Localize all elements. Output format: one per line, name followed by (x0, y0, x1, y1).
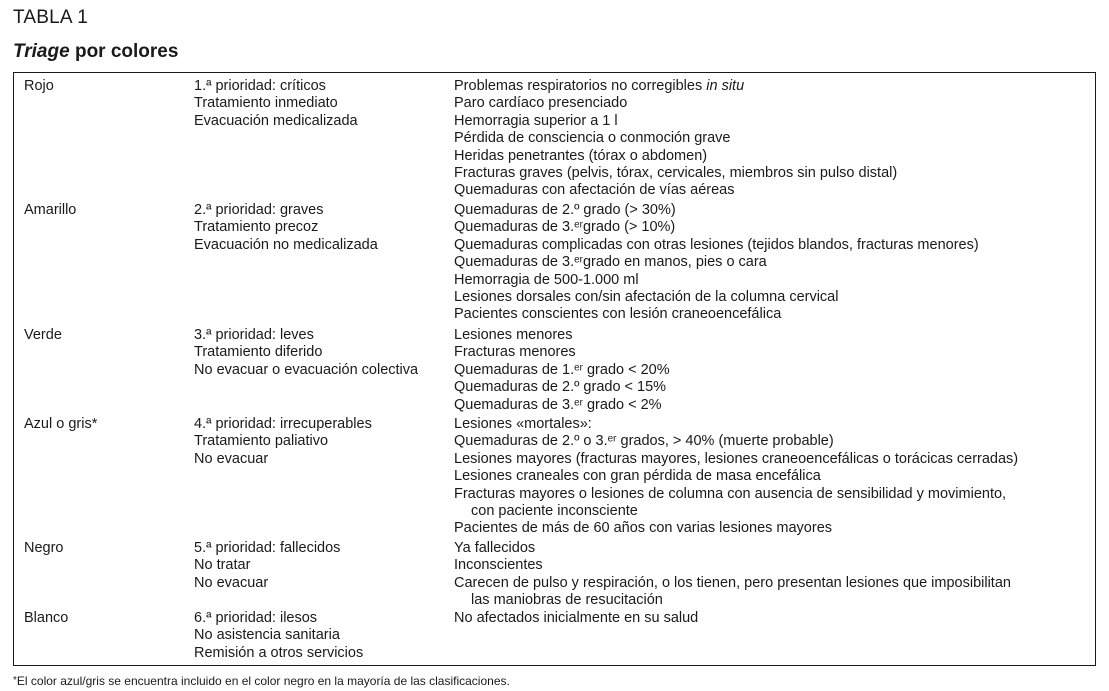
lesion-line: Hemorragia de 500-1.000 ml (454, 271, 639, 288)
color-label: Blanco (24, 610, 69, 626)
lesions-cell (454, 78, 1094, 200)
priority-line: Remisión a otros servicios (194, 644, 364, 661)
color-cell (24, 416, 189, 433)
priority-line: 5.ª prioridad: fallecidos (194, 540, 341, 556)
priority-line: Tratamiento inmediato (194, 95, 338, 112)
lesion-line: Quemaduras complicadas con otras lesiones (tejidos blandos, fracturas menores) (454, 236, 979, 253)
lesion-line: Pacientes conscientes con lesión craneoencefálica (454, 306, 782, 323)
lesion-line: No afectados inicialmente en su salud (454, 610, 699, 626)
priority-line: 4.ª prioridad: irrecuperables (194, 416, 372, 432)
priority-cell (194, 327, 454, 379)
color-label: Rojo (24, 78, 54, 94)
priority-line: 3.ª prioridad: leves (194, 327, 314, 343)
lesions-cell (454, 327, 1094, 414)
color-label: Negro (24, 540, 64, 556)
lesion-line: Pérdida de consciencia o conmoción grave (454, 130, 731, 147)
color-label: Amarillo (24, 202, 77, 218)
priority-line: No evacuar o evacuación colectiva (194, 361, 419, 378)
lesion-line: Lesiones «mortales»: (454, 416, 592, 432)
lesion-line: Lesiones menores (454, 327, 573, 343)
lesion-line: Lesiones craneales con gran pérdida de masa encefálica (454, 468, 821, 485)
priority-cell (194, 416, 454, 468)
table-title-rest: por colores (69, 41, 179, 62)
table-title (13, 39, 178, 65)
color-cell (24, 610, 189, 627)
priority-line: 1.ª prioridad: críticos (194, 78, 326, 94)
table-title-italic: Triage (13, 41, 70, 62)
lesion-line: Inconscientes (454, 557, 543, 574)
lesion-line: Heridas penetrantes (tórax o abdomen) (454, 147, 708, 164)
priority-line: Evacuación no medicalizada (194, 236, 378, 253)
lesion-line: Hemorragia superior a 1 l (454, 112, 618, 129)
lesions-cell (454, 416, 1094, 538)
lesion-line: las maniobras de resucitación (471, 592, 663, 609)
priority-line: No tratar (194, 557, 251, 574)
priority-cell (194, 202, 454, 254)
priority-cell (194, 610, 454, 662)
priority-line: 2.ª prioridad: graves (194, 202, 324, 218)
lesion-line: Fracturas menores (454, 344, 576, 361)
lesion-line: Quemaduras de 1.ᵉʳ grado < 20% (454, 361, 670, 378)
lesion-line: Lesiones mayores (fracturas mayores, lesiones craneoencefálicas o torácicas cerradas) (454, 450, 1019, 467)
lesions-cell (454, 610, 1094, 627)
triage-table (13, 72, 1096, 666)
lesion-line: Fracturas graves (pelvis, tórax, cervicales, miembros sin pulso distal) (454, 164, 898, 181)
lesion-line: Quemaduras de 3.ᵉʳ grado < 2% (454, 396, 662, 413)
lesion-line: Lesiones dorsales con/sin afectación de la columna cervical (454, 288, 839, 305)
lesion-line: con paciente inconsciente (471, 502, 638, 519)
lesions-cell (454, 540, 1094, 610)
color-cell (24, 78, 189, 95)
priority-line: 6.ª prioridad: ilesos (194, 610, 318, 626)
color-cell (24, 327, 189, 344)
priority-line: Tratamiento paliativo (194, 433, 329, 450)
color-cell (24, 202, 189, 219)
lesion-line: Quemaduras de 3.ᵉʳgrado en manos, pies o cara (454, 254, 767, 271)
priority-cell (194, 78, 454, 130)
lesion-line: Problemas respiratorios no corregibles in situ (454, 78, 745, 94)
priority-line: No evacuar (194, 450, 269, 467)
priority-line: Tratamiento precoz (194, 219, 319, 236)
footnote-text: El color azul/gris se encuentra incluido en el color negro en la mayoría de las clasificaciones. (16, 674, 510, 688)
lesions-cell (454, 202, 1094, 324)
lesion-line: Carecen de pulso y respiración, o los tienen, pero presentan lesiones que imposibilitan (454, 574, 1011, 591)
footnote (13, 674, 510, 688)
color-label: Azul o gris* (24, 416, 98, 432)
priority-line: No evacuar (194, 574, 269, 591)
lesion-line: Quemaduras de 2.º grado (> 30%) (454, 202, 676, 218)
lesion-line: Fracturas mayores o lesiones de columna con ausencia de sensibilidad y movimiento, (454, 485, 1007, 502)
priority-line: No asistencia sanitaria (194, 627, 340, 644)
priority-line: Evacuación medicalizada (194, 112, 358, 129)
color-cell (24, 540, 189, 557)
color-label: Verde (24, 327, 62, 343)
lesion-line: Quemaduras de 2.º grado < 15% (454, 379, 667, 396)
lesion-line: Quemaduras de 2.º o 3.ᵉʳ grados, > 40% (muerte probable) (454, 433, 834, 450)
priority-line: Tratamiento diferido (194, 344, 323, 361)
table-label: TABLA 1 (13, 7, 88, 28)
lesion-line: Pacientes de más de 60 años con varias lesiones mayores (454, 520, 833, 537)
lesion-line: Quemaduras de 3.ᵉʳgrado (> 10%) (454, 219, 676, 236)
lesion-line: Quemaduras con afectación de vías aéreas (454, 182, 735, 199)
lesion-line: Ya fallecidos (454, 540, 536, 556)
priority-cell (194, 540, 454, 592)
lesion-line: Paro cardíaco presenciado (454, 95, 628, 112)
footnote-marker: * (13, 675, 17, 686)
